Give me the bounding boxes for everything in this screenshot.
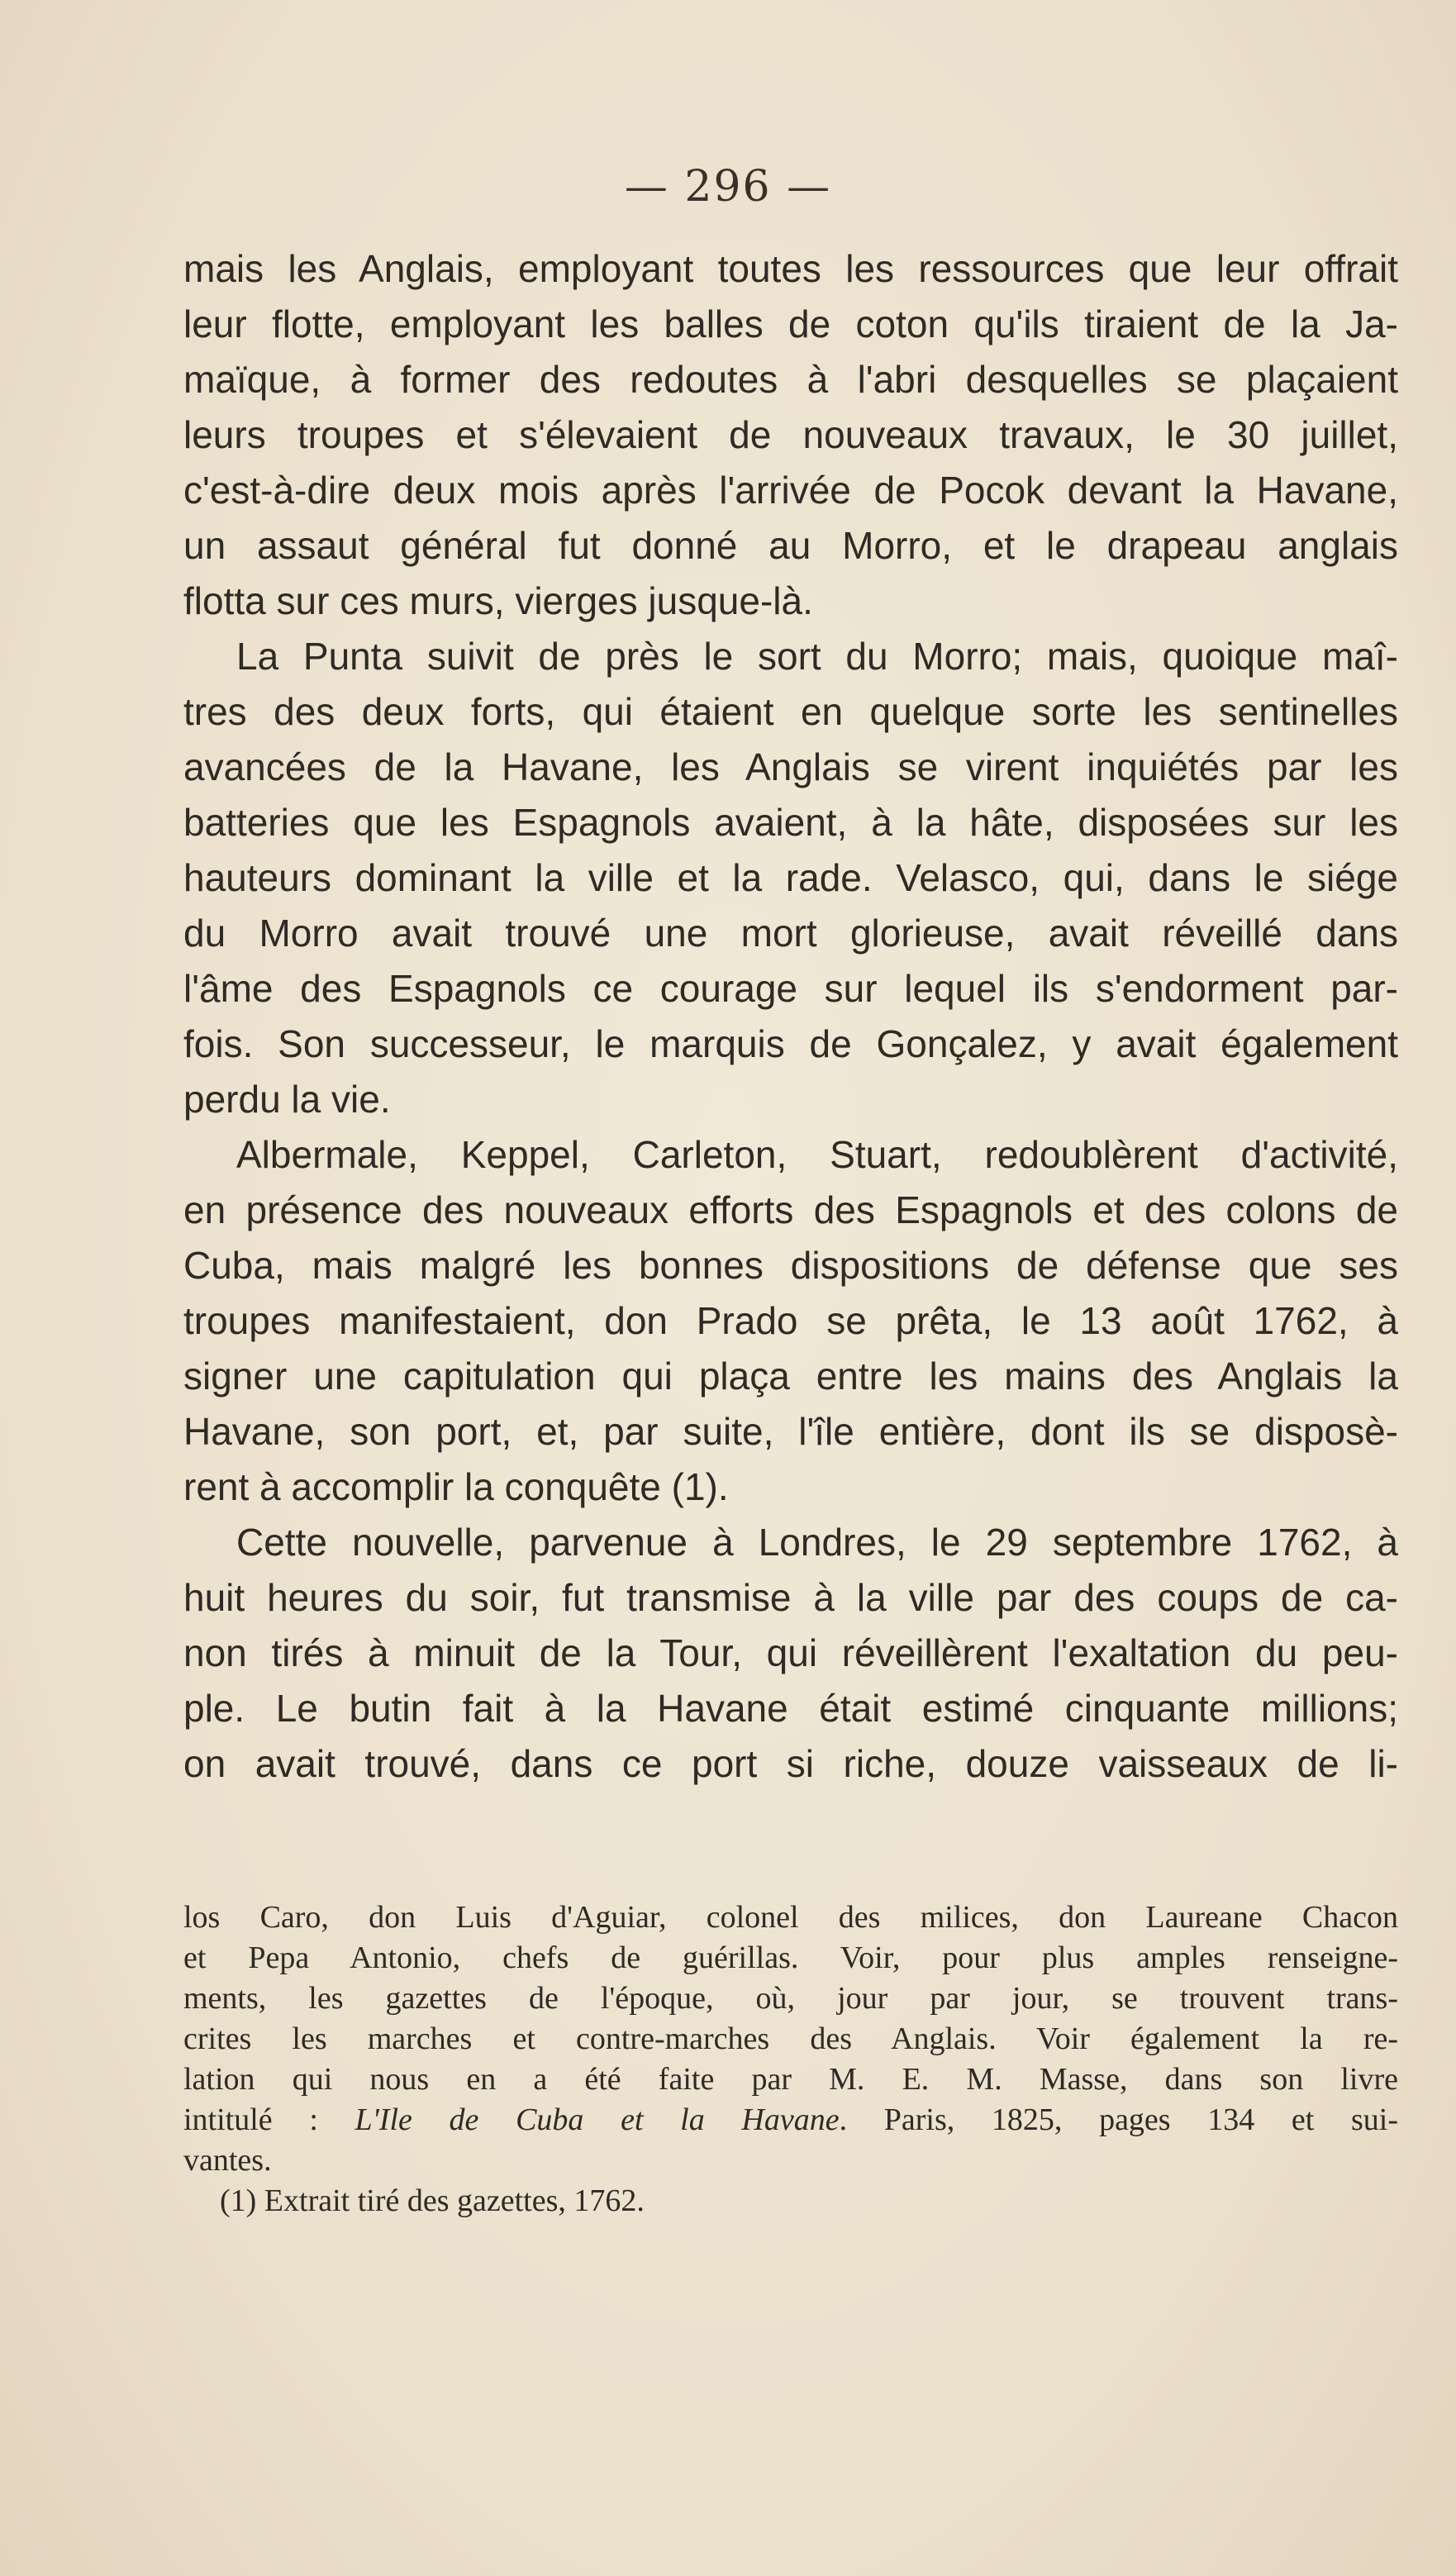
text-line: mais les Anglais, employant toutes les ressources que leur offrait — [183, 247, 1398, 290]
text-line: fois. Son successeur, le marquis de Gonçalez, y avait également — [183, 1022, 1398, 1065]
text-line: c'est-à-dire deux mois après l'arrivée de Pocok devant la Havane, — [183, 469, 1398, 512]
text-line: troupes manifestaient, don Prado se prêta, le 13 août 1762, à — [183, 1299, 1398, 1342]
text-line: Cette nouvelle, parvenue à Londres, le 29 septembre 1762, à — [236, 1521, 1398, 1564]
footnote-line: vantes. — [183, 2143, 272, 2178]
text-line: ple. Le butin fait à la Havane était estimé cinquante millions; — [183, 1687, 1398, 1730]
text-line: Cuba, mais malgré les bonnes dispositions de défense que ses — [183, 1244, 1398, 1287]
footnote-1: (1) Extrait tiré des gazettes, 1762. — [220, 2183, 645, 2218]
footnote-line-citation — [183, 2100, 1398, 2140]
footnote-line: crites les marches et contre-marches des Anglais. Voir également la re- — [183, 2021, 1398, 2056]
text-line: hauteurs dominant la ville et la rade. Velasco, qui, dans le siége — [183, 856, 1398, 899]
text-line: rent à accomplir la conquête (1). — [183, 1465, 729, 1508]
footnote-line: los Caro, don Luis d'Aguiar, colonel des milices, don Laureane Chacon — [183, 1900, 1398, 1935]
text-line: leur flotte, employant les balles de coton qu'ils tiraient de la Ja- — [183, 302, 1398, 345]
text-line: l'âme des Espagnols ce courage sur lequel ils s'endorment par- — [183, 967, 1398, 1010]
page-number: — 296 — — [624, 162, 832, 212]
footnote-line: ments, les gazettes de l'époque, où, jour par jour, se trouvent trans- — [183, 1981, 1398, 2016]
text-line: tres des deux forts, qui étaient en quelque sorte les sentinelles — [183, 690, 1398, 733]
text-line: du Morro avait trouvé une mort glorieuse, avait réveillé dans — [183, 912, 1398, 955]
text-line: signer une capitulation qui plaça entre les mains des Anglais la — [183, 1355, 1398, 1398]
body-text — [183, 241, 1398, 1792]
footnotes — [183, 1897, 1398, 2221]
paragraph-3 — [183, 1127, 1398, 1515]
text-line: perdu la vie. — [183, 1078, 391, 1121]
paragraph-4 — [183, 1515, 1398, 1792]
text-line: maïque, à former des redoutes à l'abri desquelles se plaçaient — [183, 358, 1398, 401]
text-line: Havane, son port, et, par suite, l'île entière, dont ils se disposè- — [183, 1410, 1398, 1453]
text-line: en présence des nouveaux efforts des Espagnols et des colons de — [183, 1188, 1398, 1231]
paragraph-2 — [183, 629, 1398, 1127]
text-line: batteries que les Espagnols avaient, à la hâte, disposées sur les — [183, 801, 1398, 844]
text-line: flotta sur ces murs, vierges jusque-là. — [183, 579, 813, 622]
text-line: leurs troupes et s'élevaient de nouveaux travaux, le 30 juillet, — [183, 413, 1398, 456]
citation-suffix: . Paris, 1825, pages 134 et sui- — [839, 2102, 1398, 2137]
footnote-line: lation qui nous en a été faite par M. E. M. Masse, dans son livre — [183, 2062, 1398, 2097]
text-line: non tirés à minuit de la Tour, qui réveillèrent l'exaltation du peu- — [183, 1631, 1398, 1674]
text-line: on avait trouvé, dans ce port si riche, douze vaisseaux de li- — [183, 1742, 1398, 1785]
text-line: Albermale, Keppel, Carleton, Stuart, redoublèrent d'activité, — [236, 1133, 1398, 1176]
text-line: avancées de la Havane, les Anglais se virent inquiétés par les — [183, 745, 1398, 788]
paragraph-1 — [183, 241, 1398, 629]
text-line: La Punta suivit de près le sort du Morro; mais, quoique maî- — [236, 635, 1398, 678]
book-title: L'Ile de Cuba et la Havane — [354, 2102, 840, 2137]
citation-prefix: intitulé : — [183, 2102, 355, 2137]
footnote-line: et Pepa Antonio, chefs de guérillas. Voir, pour plus amples renseigne- — [183, 1940, 1398, 1975]
text-line: un assaut général fut donné au Morro, et le drapeau anglais — [183, 524, 1398, 567]
text-line: huit heures du soir, fut transmise à la ville par des coups de ca- — [183, 1576, 1398, 1619]
